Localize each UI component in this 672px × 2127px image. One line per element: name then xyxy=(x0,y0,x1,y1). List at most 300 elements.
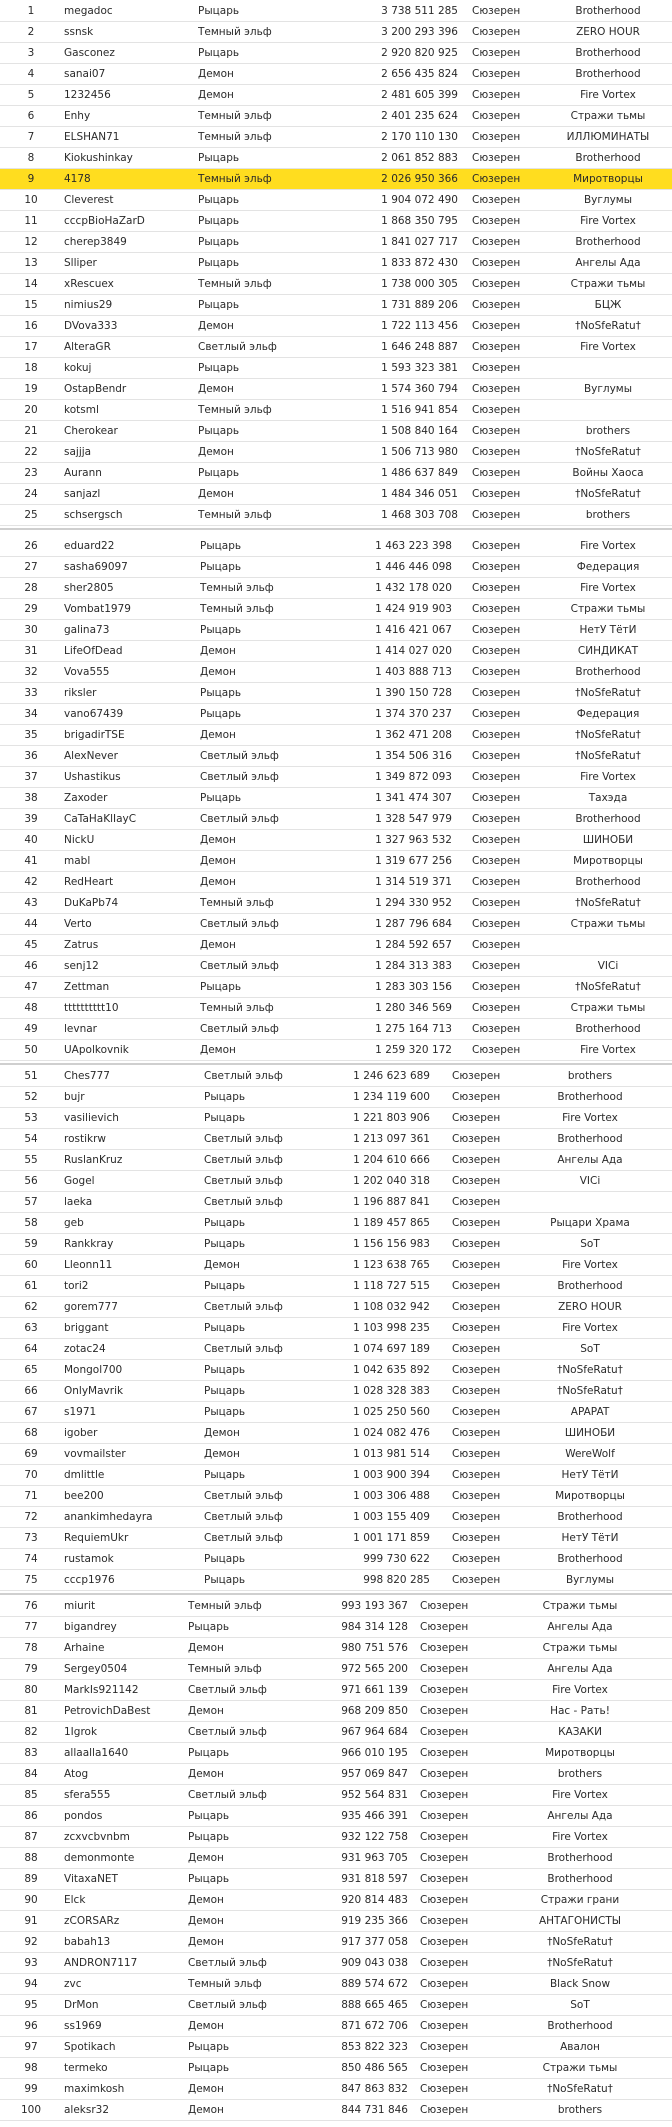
player-name-cell: galina73 xyxy=(64,624,110,636)
power-cell: 2 481 605 399 xyxy=(381,89,458,101)
power-cell: 1 284 592 657 xyxy=(375,939,452,951)
table-row xyxy=(0,641,672,662)
guild-cell: brothers xyxy=(585,509,631,521)
power-cell: 850 486 565 xyxy=(341,2062,408,2074)
player-name-cell: Aurann xyxy=(64,467,102,479)
guild-cell: Авалон xyxy=(560,2041,600,2053)
rank-cell: 98 xyxy=(24,2062,38,2074)
server-cell: Сюзерен xyxy=(472,939,521,951)
server-cell: Сюзерен xyxy=(472,152,521,164)
race-cell: Рыцарь xyxy=(198,236,240,248)
server-cell: Сюзерен xyxy=(472,729,521,741)
power-cell: 1 246 623 689 xyxy=(353,1070,430,1082)
rank-cell: 3 xyxy=(27,47,35,59)
race-cell: Демон xyxy=(188,2104,224,2116)
race-cell: Рыцарь xyxy=(204,1217,246,1229)
player-name-cell: sanjazl xyxy=(64,488,101,500)
power-cell: 844 731 846 xyxy=(341,2104,408,2116)
table-row xyxy=(0,1381,672,1402)
guild-cell: †NoSfeRatu† xyxy=(575,897,641,909)
player-name-cell: levnar xyxy=(64,1023,97,1035)
rank-cell: 60 xyxy=(24,1259,38,1271)
guild-cell: Brotherhood xyxy=(575,152,641,164)
table-row xyxy=(0,505,672,526)
player-name-cell: Ushastikus xyxy=(64,771,121,783)
race-cell: Демон xyxy=(200,1044,236,1056)
guild-cell: Федерация xyxy=(576,561,640,573)
player-name-cell: Spotikach xyxy=(64,2041,116,2053)
race-cell: Демон xyxy=(188,1894,224,1906)
rank-cell: 14 xyxy=(24,278,38,290)
table-row xyxy=(0,190,672,211)
guild-cell: Fire Vortex xyxy=(552,1831,608,1843)
race-cell: Демон xyxy=(198,89,234,101)
table-row xyxy=(0,211,672,232)
power-cell: 1 574 360 794 xyxy=(381,383,458,395)
server-cell: Сюзерен xyxy=(472,1023,521,1035)
power-cell: 984 314 128 xyxy=(341,1621,408,1633)
table-row xyxy=(0,935,672,956)
table-row xyxy=(0,2058,672,2079)
power-cell: 2 920 820 925 xyxy=(381,47,458,59)
guild-cell: ШИНОБИ xyxy=(564,1427,616,1439)
race-cell: Рыцарь xyxy=(188,1810,230,1822)
table-row xyxy=(0,2079,672,2100)
ranking-block xyxy=(0,536,672,1061)
race-cell: Рыцарь xyxy=(204,1406,246,1418)
guild-cell: brothers xyxy=(567,1070,613,1082)
player-name-cell: schsergsch xyxy=(64,509,123,521)
race-cell: Демон xyxy=(198,68,234,80)
player-name-cell: Verto xyxy=(64,918,92,930)
race-cell: Рыцарь xyxy=(200,981,242,993)
player-name-cell: Sergey0504 xyxy=(64,1663,128,1675)
rank-cell: 22 xyxy=(24,446,38,458)
power-cell: 1 374 370 237 xyxy=(375,708,452,720)
race-cell: Светлый эльф xyxy=(198,341,277,353)
rank-cell: 75 xyxy=(24,1574,38,1586)
race-cell: Демон xyxy=(198,383,234,395)
race-cell: Темный эльф xyxy=(198,278,272,290)
player-name-cell: cherep3849 xyxy=(64,236,127,248)
race-cell: Рыцарь xyxy=(198,194,240,206)
rank-cell: 57 xyxy=(24,1196,38,1208)
rank-cell: 2 xyxy=(27,26,35,38)
guild-cell: SoT xyxy=(570,1999,590,2011)
guild-cell: Миротворцы xyxy=(573,855,643,867)
server-cell: Сюзерен xyxy=(472,645,521,657)
race-cell: Рыцарь xyxy=(198,47,240,59)
player-name-cell: AlexNever xyxy=(64,750,118,762)
player-name-cell: Elck xyxy=(64,1894,86,1906)
player-name-cell: maximkosh xyxy=(64,2083,125,2095)
rank-cell: 21 xyxy=(24,425,38,437)
player-name-cell: xRescuex xyxy=(64,278,114,290)
server-cell: Сюзерен xyxy=(472,981,521,993)
table-row xyxy=(0,1995,672,2016)
player-name-cell: miurit xyxy=(64,1600,96,1612)
player-name-cell: Rankkray xyxy=(64,1238,114,1250)
server-cell: Сюзерен xyxy=(472,792,521,804)
guild-cell: Федерация xyxy=(576,708,640,720)
power-cell: 1 028 328 383 xyxy=(353,1385,430,1397)
player-name-cell: allaalla1640 xyxy=(64,1747,129,1759)
server-cell: Сюзерен xyxy=(472,110,521,122)
power-cell: 1 731 889 206 xyxy=(381,299,458,311)
table-row xyxy=(0,1234,672,1255)
power-cell: 1 259 320 172 xyxy=(375,1044,452,1056)
race-cell: Демон xyxy=(204,1448,240,1460)
server-cell: Сюзерен xyxy=(472,215,521,227)
table-row xyxy=(0,1108,672,1129)
race-cell: Темный эльф xyxy=(188,1663,262,1675)
server-cell: Сюзерен xyxy=(420,1747,469,1759)
server-cell: Сюзерен xyxy=(472,47,521,59)
rank-cell: 17 xyxy=(24,341,38,353)
guild-cell xyxy=(548,935,668,955)
table-row xyxy=(0,746,672,767)
rank-cell: 69 xyxy=(24,1448,38,1460)
player-name-cell: Cleverest xyxy=(64,194,114,206)
server-cell: Сюзерен xyxy=(452,1427,501,1439)
player-name-cell: ss1969 xyxy=(64,2020,102,2032)
race-cell: Демон xyxy=(198,488,234,500)
rank-cell: 53 xyxy=(24,1112,38,1124)
race-cell: Рыцарь xyxy=(198,215,240,227)
rank-cell: 55 xyxy=(24,1154,38,1166)
power-cell: 1 189 457 865 xyxy=(353,1217,430,1229)
guild-cell: †NoSfeRatu† xyxy=(575,446,641,458)
player-name-cell: PetrovichDaBest xyxy=(64,1705,151,1717)
player-name-cell: Vova555 xyxy=(64,666,110,678)
rank-cell: 47 xyxy=(24,981,38,993)
player-name-cell: kokuj xyxy=(64,362,92,374)
race-cell: Демон xyxy=(188,1768,224,1780)
rank-cell: 61 xyxy=(24,1280,38,1292)
race-cell: Светлый эльф xyxy=(200,813,279,825)
guild-cell: Ангелы Ада xyxy=(547,1621,613,1633)
guild-cell: WereWolf xyxy=(565,1448,615,1460)
server-cell: Сюзерен xyxy=(452,1301,501,1313)
power-cell: 2 401 235 624 xyxy=(381,110,458,122)
guild-cell: Войны Хаоса xyxy=(572,467,644,479)
rank-cell: 19 xyxy=(24,383,38,395)
table-row xyxy=(0,1318,672,1339)
server-cell: Сюзерен xyxy=(452,1553,501,1565)
power-cell: 971 661 139 xyxy=(341,1684,408,1696)
server-cell: Сюзерен xyxy=(472,509,521,521)
rank-cell: 43 xyxy=(24,897,38,909)
table-row xyxy=(0,2037,672,2058)
race-cell: Темный эльф xyxy=(200,603,274,615)
player-name-cell: Gogel xyxy=(64,1175,95,1187)
server-cell: Сюзерен xyxy=(420,1957,469,1969)
race-cell: Демон xyxy=(188,1915,224,1927)
server-cell: Сюзерен xyxy=(472,855,521,867)
rank-cell: 29 xyxy=(24,603,38,615)
server-cell: Сюзерен xyxy=(452,1196,501,1208)
player-name-cell: bujr xyxy=(64,1091,85,1103)
server-cell: Сюзерен xyxy=(420,2041,469,2053)
server-cell: Сюзерен xyxy=(472,26,521,38)
server-cell: Сюзерен xyxy=(472,540,521,552)
player-name-cell: ssnsk xyxy=(64,26,94,38)
power-cell: 1 362 471 208 xyxy=(375,729,452,741)
table-row xyxy=(0,704,672,725)
server-cell: Сюзерен xyxy=(472,467,521,479)
guild-cell: ZERO HOUR xyxy=(576,26,640,38)
race-cell: Демон xyxy=(204,1427,240,1439)
guild-cell: APAPAT xyxy=(570,1406,610,1418)
rank-cell: 4 xyxy=(27,68,35,80)
server-cell: Сюзерен xyxy=(452,1322,501,1334)
race-cell: Темный эльф xyxy=(200,1002,274,1014)
race-cell: Светлый эльф xyxy=(204,1175,283,1187)
rank-cell: 85 xyxy=(24,1789,38,1801)
player-name-cell: ANDRON7117 xyxy=(64,1957,138,1969)
power-cell: 1 486 637 849 xyxy=(381,467,458,479)
rank-cell: 58 xyxy=(24,1217,38,1229)
server-cell: Сюзерен xyxy=(472,708,521,720)
server-cell: Сюзерен xyxy=(472,1044,521,1056)
table-row xyxy=(0,1743,672,1764)
table-row xyxy=(0,1040,672,1061)
race-cell: Темный эльф xyxy=(198,131,272,143)
power-cell: 1 003 900 394 xyxy=(353,1469,430,1481)
player-name-cell: pondos xyxy=(64,1810,103,1822)
table-row xyxy=(0,1339,672,1360)
guild-cell: †NoSfeRatu† xyxy=(575,488,641,500)
player-name-cell: mabl xyxy=(64,855,91,867)
power-cell: 871 672 706 xyxy=(341,2020,408,2032)
server-cell: Сюзерен xyxy=(452,1217,501,1229)
table-row xyxy=(0,998,672,1019)
guild-cell: Brotherhood xyxy=(575,68,641,80)
guild-cell: Brotherhood xyxy=(575,1023,641,1035)
guild-cell: Fire Vortex xyxy=(552,1684,608,1696)
rank-cell: 40 xyxy=(24,834,38,846)
guild-cell: Fire Vortex xyxy=(562,1112,618,1124)
power-cell: 1 283 303 156 xyxy=(375,981,452,993)
server-cell: Сюзерен xyxy=(472,131,521,143)
player-name-cell: vasilievich xyxy=(64,1112,119,1124)
power-cell: 1 118 727 515 xyxy=(353,1280,430,1292)
power-cell: 889 574 672 xyxy=(341,1978,408,1990)
rank-cell: 5 xyxy=(27,89,35,101)
rank-cell: 71 xyxy=(24,1490,38,1502)
power-cell: 1 646 248 887 xyxy=(381,341,458,353)
table-row xyxy=(0,1213,672,1234)
table-row xyxy=(0,809,672,830)
race-cell: Демон xyxy=(200,939,236,951)
server-cell: Сюзерен xyxy=(420,1894,469,1906)
table-row xyxy=(0,295,672,316)
power-cell: 1 108 032 942 xyxy=(353,1301,430,1313)
race-cell: Светлый эльф xyxy=(204,1490,283,1502)
power-cell: 1 156 156 983 xyxy=(353,1238,430,1250)
table-row xyxy=(0,557,672,578)
race-cell: Светлый эльф xyxy=(200,918,279,930)
player-name-cell: OstapBendr xyxy=(64,383,127,395)
race-cell: Демон xyxy=(198,446,234,458)
server-cell: Сюзерен xyxy=(472,68,521,80)
player-name-cell: eduard22 xyxy=(64,540,115,552)
power-cell: 3 200 293 396 xyxy=(381,26,458,38)
race-cell: Рыцарь xyxy=(198,425,240,437)
race-cell: Рыцарь xyxy=(188,2041,230,2053)
table-row xyxy=(0,578,672,599)
race-cell: Светлый эльф xyxy=(188,1999,267,2011)
power-cell: 2 061 852 883 xyxy=(381,152,458,164)
table-row xyxy=(0,1171,672,1192)
table-row xyxy=(0,683,672,704)
server-cell: Сюзерен xyxy=(452,1154,501,1166)
rank-cell: 91 xyxy=(24,1915,38,1927)
player-name-cell: cccp1976 xyxy=(64,1574,115,1586)
table-row xyxy=(0,1150,672,1171)
rank-cell: 13 xyxy=(24,257,38,269)
server-cell: Сюзерен xyxy=(472,404,521,416)
race-cell: Светлый эльф xyxy=(188,1789,267,1801)
power-cell: 1 123 638 765 xyxy=(353,1259,430,1271)
player-name-cell: demonmonte xyxy=(64,1852,135,1864)
rank-cell: 42 xyxy=(24,876,38,888)
race-cell: Рыцарь xyxy=(198,362,240,374)
server-cell: Сюзерен xyxy=(472,960,521,972)
guild-cell: Рыцари Храма xyxy=(550,1217,630,1229)
table-row xyxy=(0,1528,672,1549)
power-cell: 2 026 950 366 xyxy=(381,173,458,185)
race-cell: Темный эльф xyxy=(198,404,272,416)
guild-cell: Стражи тьмы xyxy=(542,2062,618,2074)
power-cell: 1 327 963 532 xyxy=(375,834,452,846)
player-name-cell: rostikrw xyxy=(64,1133,106,1145)
rank-cell: 15 xyxy=(24,299,38,311)
rank-cell: 39 xyxy=(24,813,38,825)
rank-cell: 41 xyxy=(24,855,38,867)
table-row xyxy=(0,2100,672,2121)
race-cell: Демон xyxy=(200,855,236,867)
guild-cell: brothers xyxy=(557,2104,603,2116)
rank-cell: 86 xyxy=(24,1810,38,1822)
power-cell: 1 738 000 305 xyxy=(381,278,458,290)
player-name-cell: sher2805 xyxy=(64,582,114,594)
guild-cell: Миротворцы xyxy=(573,173,643,185)
rank-cell: 97 xyxy=(24,2041,38,2053)
rank-cell: 16 xyxy=(24,320,38,332)
rank-cell: 54 xyxy=(24,1133,38,1145)
server-cell: Сюзерен xyxy=(452,1469,501,1481)
player-name-cell: bee200 xyxy=(64,1490,104,1502)
guild-cell: Fire Vortex xyxy=(562,1259,618,1271)
player-name-cell: sfera555 xyxy=(64,1789,111,1801)
table-row xyxy=(0,1444,672,1465)
table-row xyxy=(0,1827,672,1848)
rank-cell: 65 xyxy=(24,1364,38,1376)
guild-cell: Brotherhood xyxy=(547,1852,613,1864)
race-cell: Рыцарь xyxy=(200,687,242,699)
server-cell: Сюзерен xyxy=(420,1936,469,1948)
player-name-cell: Zatrus xyxy=(64,939,99,951)
power-cell: 1 003 306 488 xyxy=(353,1490,430,1502)
player-name-cell: babah13 xyxy=(64,1936,111,1948)
guild-cell: †NoSfeRatu† xyxy=(547,1957,613,1969)
power-cell: 1 841 027 717 xyxy=(381,236,458,248)
power-cell: 1 202 040 318 xyxy=(353,1175,430,1187)
player-name-cell: megadoc xyxy=(64,5,113,17)
power-cell: 998 820 285 xyxy=(363,1574,430,1586)
player-name-cell: termeko xyxy=(64,2062,108,2074)
server-cell: Сюзерен xyxy=(472,89,521,101)
guild-cell: †NoSfeRatu† xyxy=(557,1364,623,1376)
table-row xyxy=(0,400,672,421)
rank-cell: 77 xyxy=(24,1621,38,1633)
guild-cell: †NoSfeRatu† xyxy=(557,1385,623,1397)
guild-cell: Fire Vortex xyxy=(580,540,636,552)
race-cell: Светлый эльф xyxy=(200,1023,279,1035)
server-cell: Сюзерен xyxy=(452,1259,501,1271)
player-name-cell: Ches777 xyxy=(64,1070,110,1082)
guild-cell: Нас - Рать! xyxy=(550,1705,610,1717)
race-cell: Демон xyxy=(204,1259,240,1271)
guild-cell: brothers xyxy=(557,1768,603,1780)
server-cell: Сюзерен xyxy=(472,897,521,909)
player-name-cell: Kiokushinkay xyxy=(64,152,133,164)
power-cell: 1 234 119 600 xyxy=(353,1091,430,1103)
rank-cell: 48 xyxy=(24,1002,38,1014)
table-row xyxy=(0,1659,672,1680)
power-cell: 1 468 303 708 xyxy=(381,509,458,521)
race-cell: Рыцарь xyxy=(198,257,240,269)
race-cell: Светлый эльф xyxy=(188,1957,267,1969)
power-cell: 931 963 705 xyxy=(341,1852,408,1864)
player-name-cell: Mongol700 xyxy=(64,1364,123,1376)
player-name-cell: gorem777 xyxy=(64,1301,118,1313)
rank-cell: 90 xyxy=(24,1894,38,1906)
power-cell: 1 508 840 164 xyxy=(381,425,458,437)
power-cell: 1 354 506 316 xyxy=(375,750,452,762)
power-cell: 1 204 610 666 xyxy=(353,1154,430,1166)
rank-cell: 93 xyxy=(24,1957,38,1969)
table-row xyxy=(0,1423,672,1444)
server-cell: Сюзерен xyxy=(472,257,521,269)
rank-cell: 6 xyxy=(27,110,35,122)
guild-cell: Стражи тьмы xyxy=(542,1600,618,1612)
race-cell: Светлый эльф xyxy=(204,1532,283,1544)
power-cell: 1 314 519 371 xyxy=(375,876,452,888)
guild-cell: Стражи тьмы xyxy=(542,1642,618,1654)
player-name-cell: sanai07 xyxy=(64,68,106,80)
server-cell: Сюзерен xyxy=(452,1238,501,1250)
power-cell: 1 287 796 684 xyxy=(375,918,452,930)
race-cell: Темный эльф xyxy=(188,1978,262,1990)
player-name-cell: MarkIs921142 xyxy=(64,1684,139,1696)
server-cell: Сюзерен xyxy=(472,173,521,185)
server-cell: Сюзерен xyxy=(472,876,521,888)
rank-cell: 99 xyxy=(24,2083,38,2095)
player-name-cell: CaTaHaKlIayC xyxy=(64,813,137,825)
rank-cell: 52 xyxy=(24,1091,38,1103)
table-row xyxy=(0,232,672,253)
race-cell: Рыцарь xyxy=(204,1574,246,1586)
power-cell: 1 416 421 067 xyxy=(375,624,452,636)
table-row xyxy=(0,893,672,914)
guild-cell: ИЛЛЮМИНАТЫ xyxy=(566,131,650,143)
ranking-block xyxy=(0,1596,672,2121)
guild-cell: Стражи тьмы xyxy=(570,110,646,122)
table-row xyxy=(0,662,672,683)
rank-cell: 35 xyxy=(24,729,38,741)
